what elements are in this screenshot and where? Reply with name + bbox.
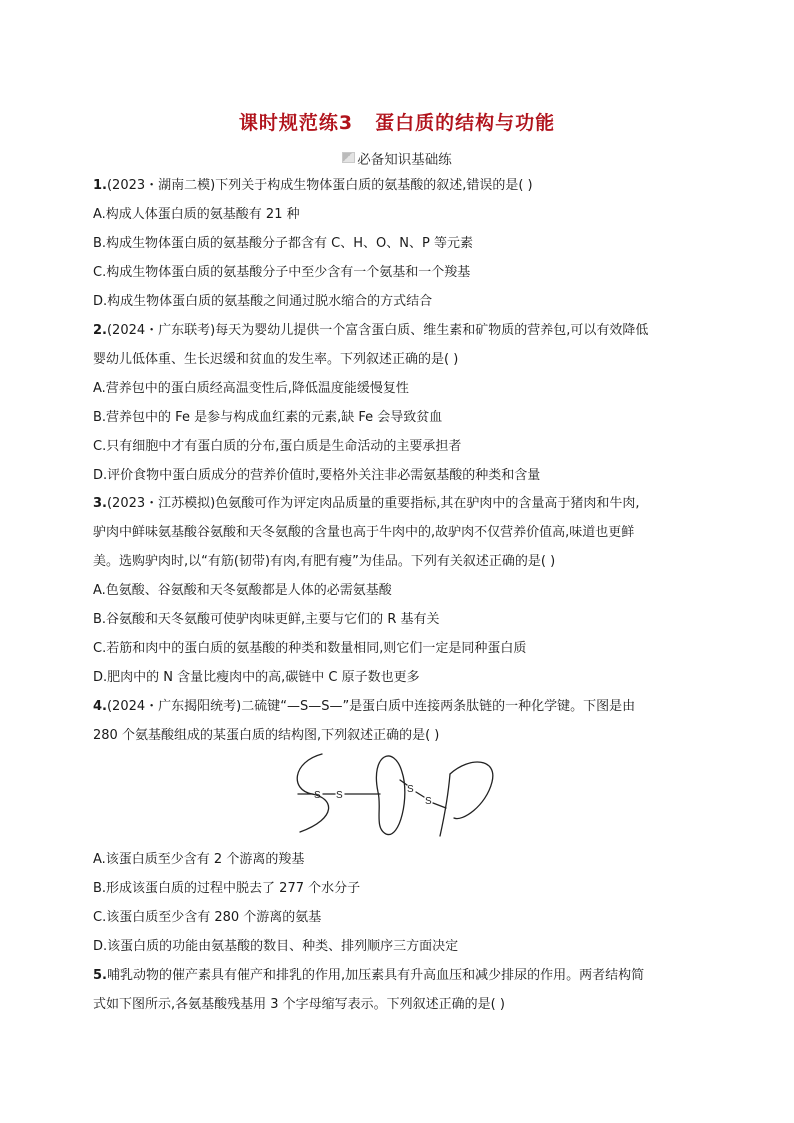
protein-structure-diagram — [292, 748, 502, 847]
question-3-option-d: D.肥肉中的 N 含量比瘦肉中的高,碳链中 C 原子数也更多 — [93, 670, 420, 685]
question-4-option-d: D.该蛋白质的功能由氨基酸的数目、种类、排列顺序三方面决定 — [93, 939, 459, 954]
question-3-stem: 3.(2023・江苏模拟)色氨酸可作为评定肉品质量的重要指标,其在驴肉中的含量高于猪肉和牛肉, — [93, 496, 640, 511]
question-4-option-c: C.该蛋白质至少含有 280 个游离的氨基 — [93, 910, 322, 925]
question-2-option-b: B.营养包中的 Fe 是参与构成血红素的元素,缺 Fe 会导致贫血 — [93, 410, 443, 425]
question-number: 1. — [93, 178, 107, 193]
question-1-option-b: B.构成生物体蛋白质的氨基酸分子都含有 C、H、O、N、P 等元素 — [93, 236, 473, 251]
sulfur-label: S — [425, 796, 432, 807]
title-part2: 蛋白质的结构与功能 — [375, 112, 556, 134]
question-2-stem: 2.(2024・广东联考)每天为婴幼儿提供一个富含蛋白质、维生素和矿物质的营养包,可以有效降低 — [93, 323, 649, 338]
sulfur-label: S — [314, 790, 321, 801]
question-4-option-b: B.形成该蛋白质的过程中脱去了 277 个水分子 — [93, 881, 361, 896]
question-number: 2. — [93, 323, 107, 338]
question-1-option-d: D.构成生物体蛋白质的氨基酸之间通过脱水缩合的方式结合 — [93, 294, 433, 309]
question-number: 3. — [93, 496, 107, 511]
bond-line — [416, 792, 424, 797]
peptide-chain-1 — [297, 754, 328, 832]
title-part1: 课时规范练3 — [238, 112, 354, 134]
section-label: 必备知识基础练 — [357, 152, 452, 168]
question-4-stem-line-2: 280 个氨基酸组成的某蛋白质的结构图,下列叙述正确的是( ) — [93, 728, 440, 743]
question-number: 5. — [93, 968, 107, 983]
sulfur-label: S — [407, 784, 414, 795]
sulfur-label: S — [336, 790, 343, 801]
question-4-stem: 4.(2024・广东揭阳统考)二硫键“—S—S—”是蛋白质中连接两条肽链的一种化学键。下图是由 — [93, 699, 636, 714]
peptide-chain-3 — [450, 762, 493, 819]
question-1-stem: 1.(2023・湖南二模)下列关于构成生物体蛋白质的氨基酸的叙述,错误的是( ) — [93, 178, 533, 193]
section-heading — [0, 148, 794, 168]
question-3-option-c: C.若筋和肉中的蛋白质的氨基酸的种类和数量相同,则它们一定是同种蛋白质 — [93, 641, 527, 656]
question-2-stem-line-2: 婴幼儿低体重、生长迟缓和贫血的发生率。下列叙述正确的是( ) — [93, 352, 459, 367]
question-3-stem-line-3: 美。选购驴肉时,以“有筋(韧带)有肉,有肥有瘦”为佳品。下列有关叙述正确的是( ) — [93, 554, 556, 569]
question-2-option-d: D.评价食物中蛋白质成分的营养价值时,要格外关注非必需氨基酸的种类和含量 — [93, 468, 541, 483]
question-1-option-a: A.构成人体蛋白质的氨基酸有 21 种 — [93, 207, 300, 222]
question-3-option-b: B.谷氨酸和天冬氨酸可使驴肉味更鲜,主要与它们的 R 基有关 — [93, 612, 440, 627]
peptide-chain-2 — [376, 756, 404, 835]
question-1-option-c: C.构成生物体蛋白质的氨基酸分子中至少含有一个氨基和一个羧基 — [93, 265, 471, 280]
question-number: 4. — [93, 699, 107, 714]
bond-line — [433, 803, 446, 808]
question-5-stem: 5.哺乳动物的催产素具有催产和排乳的作用,加压素具有升高血压和减少排尿的作用。两者结构简 — [93, 968, 645, 983]
page-title — [0, 108, 794, 135]
question-2-option-a: A.营养包中的蛋白质经高温变性后,降低温度能缓慢复性 — [93, 381, 409, 396]
question-3-option-a: A.色氨酸、谷氨酸和天冬氨酸都是人体的必需氨基酸 — [93, 583, 392, 598]
question-5-stem-line-2: 式如下图所示,各氨基酸残基用 3 个字母缩写表示。下列叙述正确的是( ) — [93, 997, 505, 1012]
section-icon — [342, 152, 355, 163]
peptide-chain-3-tail — [440, 774, 450, 836]
question-3-stem-line-2: 驴肉中鲜味氨基酸谷氨酸和天冬氨酸的含量也高于牛肉中的,故驴肉不仅营养价值高,味道也更鲜 — [93, 525, 635, 540]
question-2-option-c: C.只有细胞中才有蛋白质的分布,蛋白质是生命活动的主要承担者 — [93, 439, 462, 454]
question-4-option-a: A.该蛋白质至少含有 2 个游离的羧基 — [93, 852, 305, 867]
